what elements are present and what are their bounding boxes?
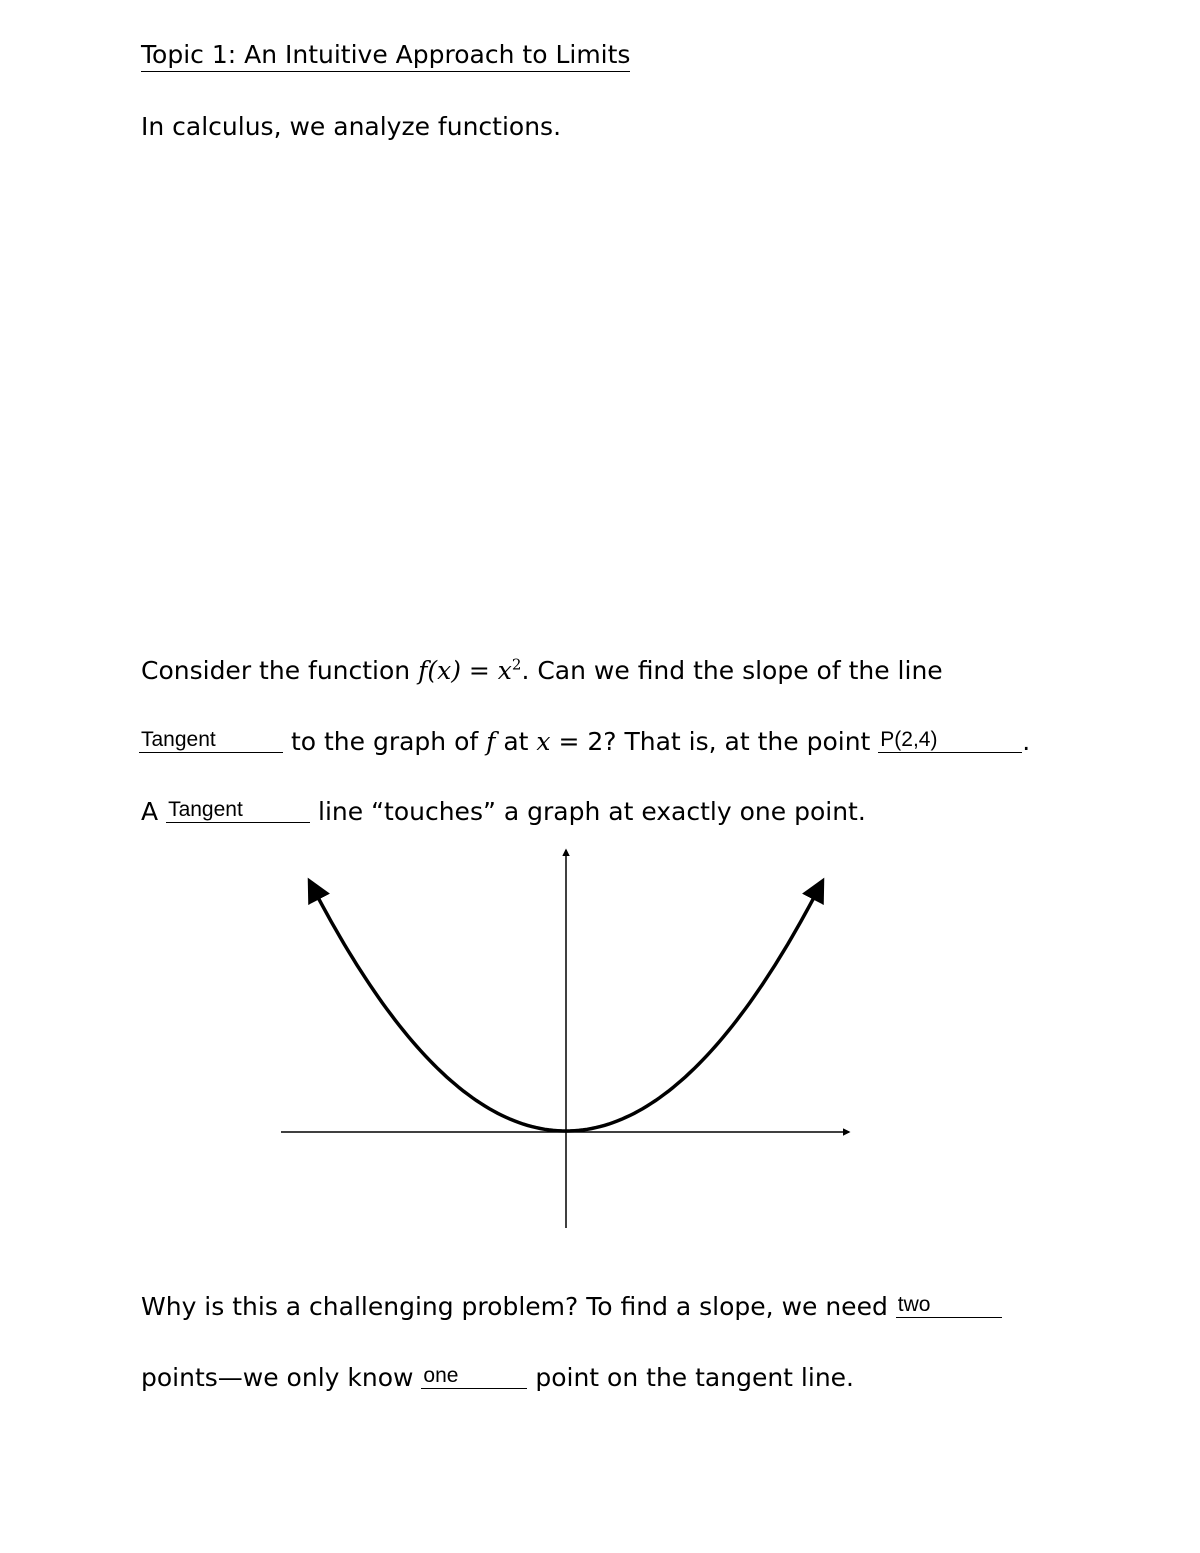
challenge-pre: Why is this a challenging problem? To find a slope, we need [141,1292,896,1321]
page-title: Topic 1: An Intuitive Approach to Limits [141,40,630,72]
function-exponent: 2 [511,655,522,674]
function-base: x [497,656,512,685]
answer-blank-one[interactable] [421,1364,527,1389]
points-sentence [141,1363,854,1393]
answer-text: two [897,1293,931,1316]
tangent-end: . [1022,727,1031,756]
tangent-eq: = 2? That is, at the point [550,727,879,756]
consider-pre: Consider the function [141,656,419,685]
x-symbol: x [536,727,551,756]
touches-post: line “touches” a graph at exactly one point. [310,797,866,826]
consider-post: . Can we find the slope of the line [521,656,943,685]
answer-text: one [423,1364,459,1387]
answer-text: Tangent [168,798,243,821]
points-pre: points—we only know [141,1363,422,1392]
intro-text: In calculus, we analyze functions. [141,112,562,141]
answer-blank-two[interactable] [896,1293,1002,1318]
tangent-at: at [495,727,537,756]
equals-sign: = [460,656,498,685]
challenge-sentence [141,1292,1002,1322]
points-post: point on the tangent line. [527,1363,854,1392]
answer-text: Tangent [141,728,216,751]
touches-pre: A [141,797,167,826]
tangent-mid: to the graph of [283,727,487,756]
function-name: f(x) [418,656,461,685]
answer-text: P(2,4) [880,728,938,751]
f-symbol: f [486,727,496,756]
